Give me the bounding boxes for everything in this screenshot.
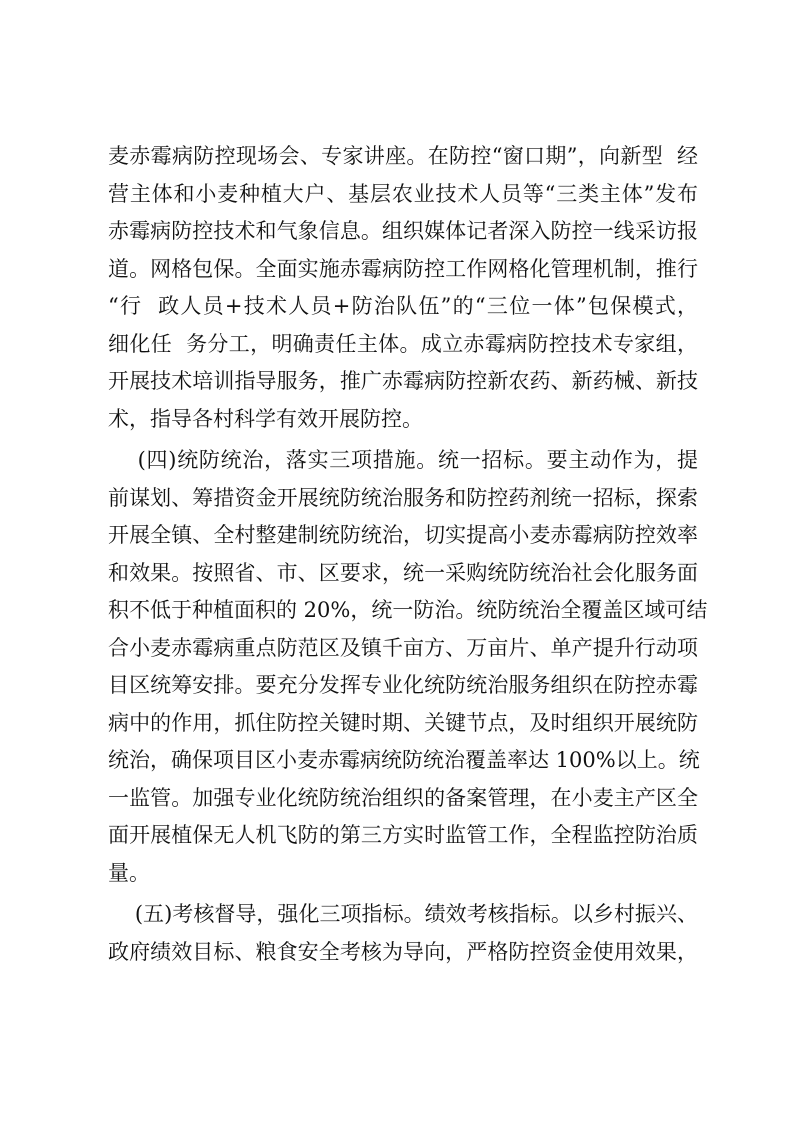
text-line: 麦赤霉病防控现场会、专家讲座。在防控“窗口期”，向新型 经 [108, 144, 698, 168]
paragraph-unified-control [108, 442, 708, 892]
text-line: (四)统防统治，落实三项措施。统一招标。要主动作为，提 [108, 448, 698, 472]
text-line: 细化任 务分工，明确责任主体。成立赤霉病防控技术专家组， [108, 331, 698, 356]
document-body [108, 138, 708, 971]
text-line: 道。网格包保。全面实施赤霉病防控工作网格化管理机制，推行 [108, 256, 698, 281]
text-line: 政府绩效目标、粮食安全考核为导向，严格防控资金使用效果， [108, 939, 698, 964]
text-line: 开展技术培训指导服务，推广赤霉病防控新农药、新药械、新技 [108, 369, 698, 393]
text-line: “行 政人员+技术人员+防治队伍”的“三位一体”包保模式， [108, 294, 698, 318]
text-line: 一监管。加强专业化统防统治组织的备案管理，在小麦主产区全 [108, 785, 698, 810]
text-line: 赤霉病防控技术和气象信息。组织媒体记者深入防控一线采访报 [108, 219, 698, 243]
paragraph-field-management [108, 138, 698, 438]
text-line: 营主体和小麦种植大户、基层农业技术人员等“三类主体”发布 [108, 181, 698, 206]
text-line: 目区统筹安排。要充分发挥专业化统防统治服务组织在防控赤霉 [108, 673, 698, 697]
text-line: 积不低于种植面积的 20%，统一防治。统防统治全覆盖区域可结 [108, 598, 708, 622]
text-line: 术，指导各村科学有效开展防控。 [108, 406, 423, 431]
paragraph-assessment [108, 896, 698, 971]
text-line: 合小麦赤霉病重点防范区及镇千亩方、万亩片、单产提升行动项 [108, 635, 698, 660]
text-line: (五)考核督导，强化三项指标。绩效考核指标。以乡村振兴、 [108, 902, 698, 926]
text-line: 前谋划、筹措资金开展统防统治服务和防控药剂统一招标，探索 [108, 485, 698, 510]
text-line: 量。 [108, 860, 150, 885]
text-line: 和效果。按照省、市、区要求，统一采购统防统治社会化服务面 [108, 560, 698, 585]
text-line: 统治，确保项目区小麦赤霉病统防统治覆盖率达 100%以上。统 [108, 748, 700, 772]
text-line: 病中的作用，抓住防控关键时期、关键节点，及时组织开展统防 [108, 710, 698, 735]
text-line: 开展全镇、全村整建制统防统治，切实提高小麦赤霉病防控效率 [108, 523, 698, 547]
text-line: 面开展植保无人机飞防的第三方实时监管工作，全程监控防治质 [108, 823, 698, 847]
